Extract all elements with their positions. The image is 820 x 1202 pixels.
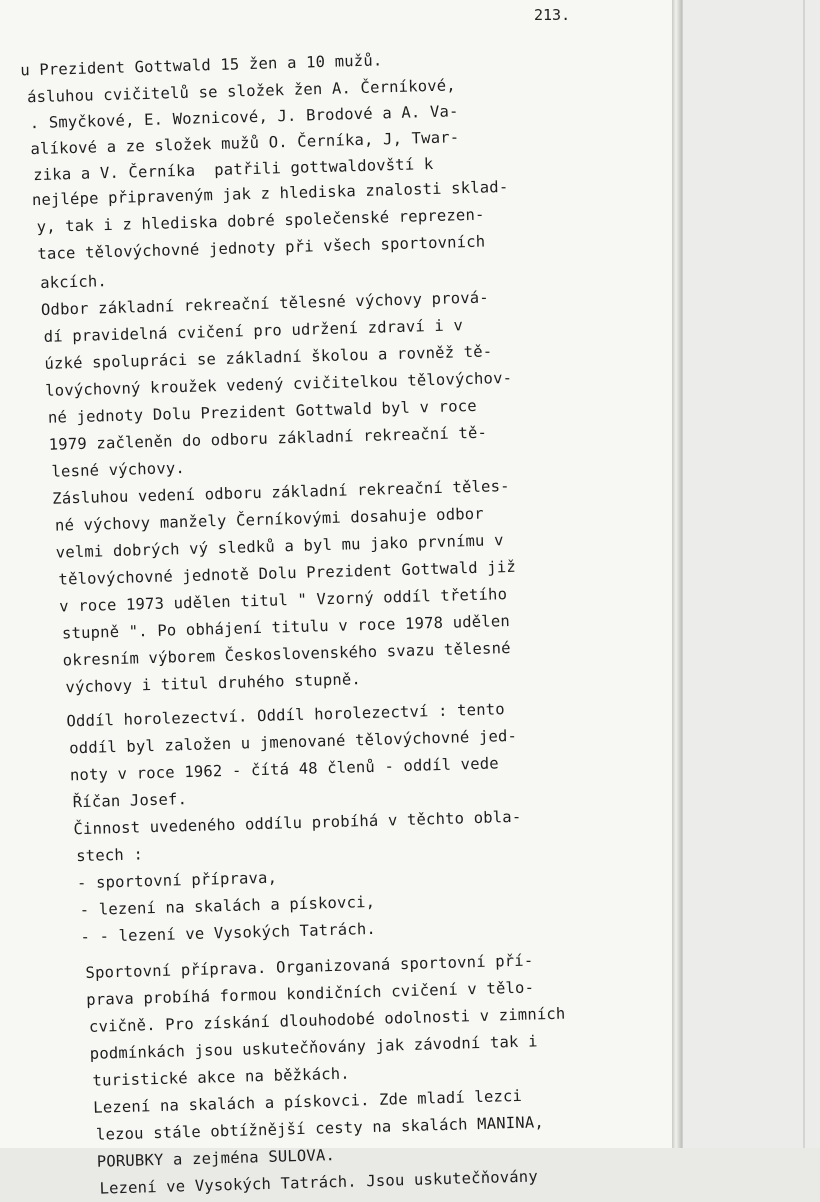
- text-line: tace tělovýchovné jednoty při všech sportovních: [37, 232, 486, 264]
- text-line: . Smyčkové, E. Woznicové, J. Brodové a A. Va-: [29, 102, 459, 133]
- text-line: stech :: [76, 845, 144, 866]
- text-line: stupně ". Po obhájení titulu v roce 1978 udělen: [61, 611, 511, 643]
- text-line: né výchovy manžely Černíkovými dosahuje odbor: [54, 504, 485, 535]
- text-line: v roce 1973 udělen titul " Vzorný oddíl třetího: [59, 585, 508, 616]
- text-line: velmi dobrých vý sledků a byl mu jako prvnímu v: [55, 531, 504, 562]
- text-line: - sportovní příprava,: [76, 868, 278, 893]
- text-line: prava probíhá formou kondičních cvičení v tělo-: [86, 978, 535, 1009]
- text-line: - - lezení ve Vysokých Tatrách.: [80, 919, 377, 947]
- text-line: oddíl byl založen u jmenované tělovýchovné jed-: [68, 726, 518, 758]
- text-line: lesné výchovy.: [51, 458, 186, 481]
- text-line: noty v roce 1962 - čítá 48 členů - oddíl vede: [69, 754, 500, 785]
- text-line: Odbor základní rekreační tělesné výchovy prová-: [40, 288, 490, 319]
- text-line: tělovýchovné jednotě Dolu Prezident Gottwald již: [58, 557, 517, 589]
- text-line: u Prezident Gottwald 15 žen a 10 mužů.: [20, 51, 383, 80]
- text-line: výchovy i titul druhého stupně.: [65, 670, 362, 697]
- text-line: alíkové a ze složek mužů O. Černíka, J, Twar-: [30, 128, 460, 159]
- page-edge: [672, 0, 682, 1148]
- text-line: Činnost uvedeného oddílu probíhá v těchto obla-: [73, 807, 522, 839]
- page-number: 213.: [534, 6, 571, 24]
- text-line: Zásluhou vedení odboru základní rekreační těles-: [52, 476, 510, 508]
- text-line: cvičně. Pro získání dlouhodobé odolnosti v zimních: [88, 1004, 566, 1036]
- text-line: y, tak i z hlediska dobré společenské reprezen-: [36, 205, 485, 237]
- text-line: dí pravidelná cvičení pro udržení zdraví i v: [43, 316, 464, 346]
- text-line: PORUBKY a zejména SULOVA.: [96, 1146, 336, 1171]
- text-line: Lezení na skalách a pískovci. Zde mladí lezci: [93, 1086, 523, 1117]
- text-line: Lezení ve Vysokých Tatrách. Jsou uskutečňovány: [99, 1167, 539, 1198]
- text-line: podmínkách jsou uskutečňovány jak závodní tak i: [89, 1032, 538, 1063]
- text-line: Oddíl horolezectví. Oddíl horolezectví : tento: [66, 700, 506, 731]
- text-line: 1979 začleněn do odboru základní rekreační tě-: [48, 423, 488, 454]
- text-line: akcích.: [39, 272, 108, 292]
- text-line: úzké spolupráci se základní školou a rovněž tě-: [44, 342, 493, 373]
- text-line: okresním výborem Československého svazu tělesné: [62, 638, 511, 670]
- text-line: turistické akce na běžkách.: [92, 1064, 351, 1090]
- text-line: né jednoty Dolu Prezident Gottwald byl v roce: [47, 396, 478, 427]
- text-line: - lezení na skalách a pískovci,: [79, 892, 376, 920]
- margin-edge-line: [803, 0, 805, 1148]
- scanner-margin: [682, 0, 820, 1148]
- text-line: Sportovní příprava. Organizovaná sportovní pří-: [85, 951, 534, 982]
- text-line: lezou stále obtížnější cesty na skalách MANINA,: [95, 1113, 545, 1144]
- text-line: nejlépe připraveným jak z hlediska znalosti sklad-: [31, 177, 509, 210]
- text-line: Říčan Josef.: [72, 790, 188, 812]
- text-line: zika a V. Černíka patřili gottwaldovští k: [32, 154, 434, 185]
- text-line: lovýchovný kroužek vedený cvičitelkou tělovýchov-: [45, 368, 513, 400]
- text-line: ásluhou cvičitelů se složek žen A. Černíkové,: [26, 76, 457, 107]
